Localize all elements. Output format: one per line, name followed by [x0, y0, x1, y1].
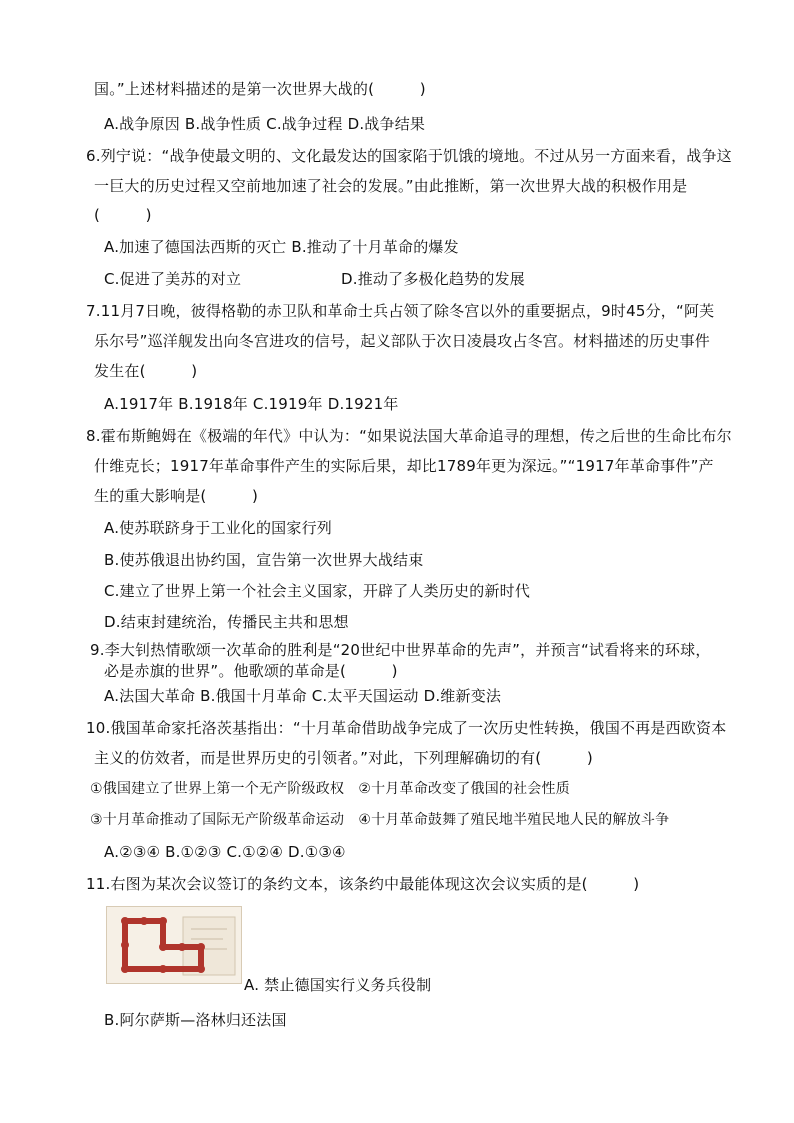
q5-stem-end: 国。”上述材料描述的是第一次世界大战的( ): [94, 80, 426, 98]
q7-options: A.1917年 B.1918年 C.1919年 D.1921年: [104, 395, 399, 413]
q7-stem-line1: 7.11月7日晚，彼得格勒的赤卫队和革命士兵占领了除冬宫以外的重要据点，9时45分，“阿芙: [86, 302, 715, 320]
treaty-document-image: [106, 906, 242, 984]
q8-option-d: D.结束封建统治，传播民主共和思想: [104, 613, 349, 631]
q8-option-a: A.使苏联跻身于工业化的国家行列: [104, 519, 332, 537]
q9-options: A.法国大革命 B.俄国十月革命 C.太平天国运动 D.维新变法: [104, 687, 502, 705]
q11-stem: 11.右图为某次会议签订的条约文本，该条约中最能体现这次会议实质的是( ): [86, 875, 640, 893]
q6-options-ab: A.加速了德国法西斯的灭亡 B.推动了十月革命的爆发: [104, 238, 459, 256]
q10-stem-line1: 10.俄国革命家托洛茨基指出：“十月革命借助战争完成了一次历史性转换，俄国不再是西欧资本: [86, 719, 727, 737]
q6-stem-line2: 一巨大的历史过程又空前地加速了社会的发展。”由此推断，第一次世界大战的积极作用是: [94, 177, 688, 195]
q10-stem-line2: 主义的仿效者，而是世界历史的引领者。”对此，下列理解确切的有( ): [94, 749, 593, 767]
q9-stem-line1: 9.李大钊热情歌颂一次革命的胜利是“20世纪中世界革命的先声”，并预言“试看将来的环球，: [90, 641, 711, 659]
q10-statements-34: ③十月革命推动了国际无产阶级革命运动 ④十月革命鼓舞了殖民地半殖民地人民的解放斗争: [90, 812, 670, 828]
q5-options: A.战争原因 B.战争性质 C.战争过程 D.战争结果: [104, 115, 426, 133]
q7-stem-line2: 乐尔号”巡洋舰发出向冬宫进攻的信号，起义部队于次日凌晨攻占冬宫。材料描述的历史事件: [94, 332, 710, 350]
q8-stem-line2: 什维克长；1917年革命事件产生的实际后果，却比1789年更为深远。”“1917年革命事件”产: [94, 457, 714, 475]
q8-option-b: B.使苏俄退出协约国，宣告第一次世界大战结束: [104, 551, 424, 569]
q11-option-a: A. 禁止德国实行义务兵役制: [244, 976, 432, 994]
q10-statements-12: ①俄国建立了世界上第一个无产阶级政权 ②十月革命改变了俄国的社会性质: [90, 781, 570, 797]
q6-option-c: C.促进了美苏的对立: [104, 270, 242, 288]
treaty-seal-drawing: [107, 907, 242, 984]
q8-stem-line1: 8.霍布斯鲍姆在《极端的年代》中认为：“如果说法国大革命追寻的理想，传之后世的生命比布尔: [86, 427, 732, 445]
q10-options: A.②③④ B.①②③ C.①②④ D.①③④: [104, 843, 346, 861]
q6-answer-blank: ( ): [94, 206, 152, 224]
q8-stem-line3: 生的重大影响是( ): [94, 487, 259, 505]
q7-stem-line3: 发生在( ): [94, 362, 198, 380]
q9-stem-line2: 必是赤旗的世界”。他歌颂的革命是( ): [104, 662, 398, 680]
q6-option-d: D.推动了多极化趋势的发展: [341, 270, 525, 288]
q11-option-b: B.阿尔萨斯—洛林归还法国: [104, 1011, 287, 1029]
q8-option-c: C.建立了世界上第一个社会主义国家，开辟了人类历史的新时代: [104, 582, 531, 600]
q6-stem-line1: 6.列宁说：“战争使最文明的、文化最发达的国家陷于饥饿的境地。不过从另一方面来看，战争这: [86, 147, 732, 165]
